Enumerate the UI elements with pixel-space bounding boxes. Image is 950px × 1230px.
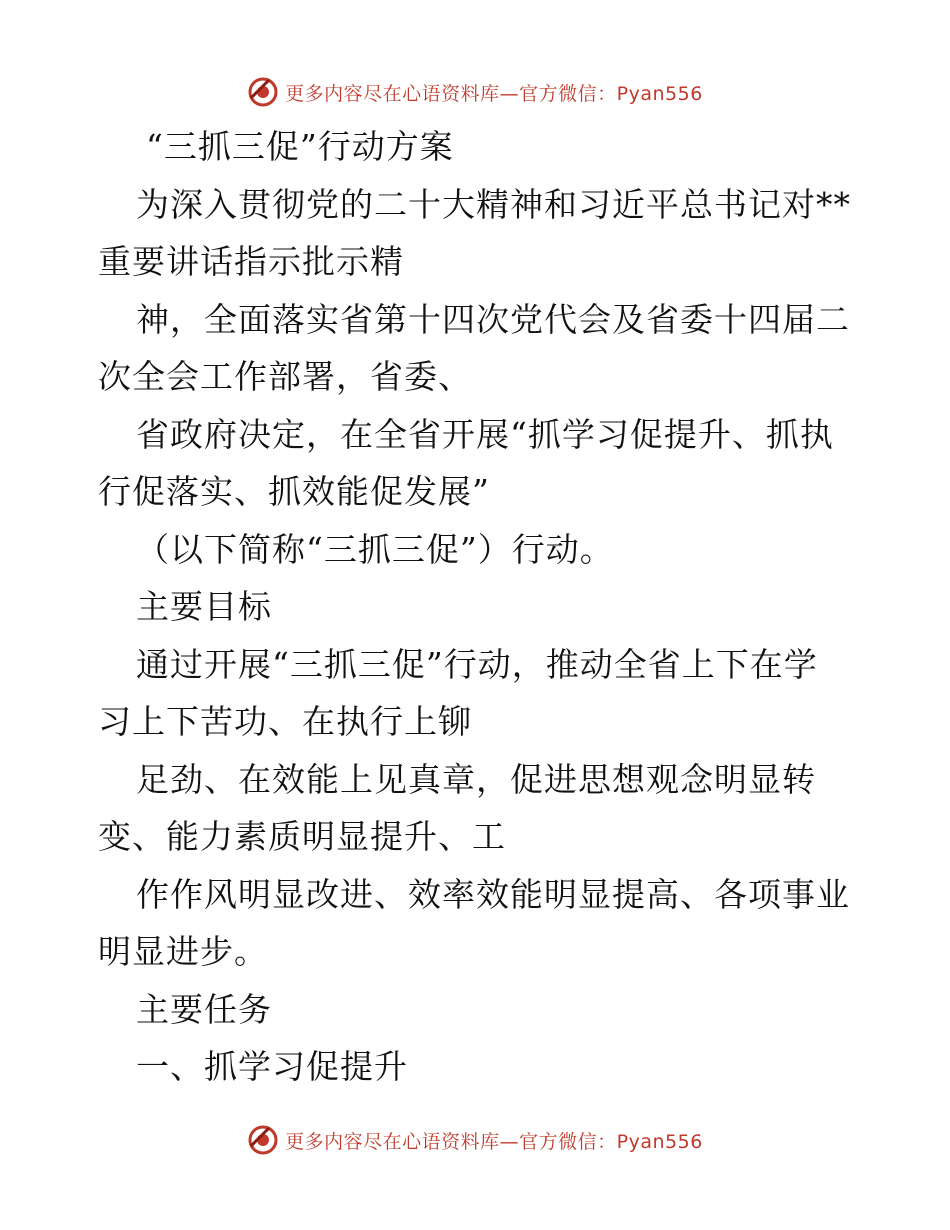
paragraph-line: 省政府决定，在全省开展“抓学习促提升、抓执 — [136, 414, 834, 454]
paragraph-line: 习上下苦功、在执行上铆 — [98, 702, 472, 741]
paragraph-line: 通过开展“三抓三促”行动，推动全省上下在学 — [136, 644, 818, 684]
footer-banner-wechat: 官方微信：Pyan556 — [519, 1130, 703, 1153]
section-heading: 主要目标 — [136, 587, 272, 626]
paragraph-line: （以下简称“三抓三促”）行动。 — [136, 529, 614, 569]
paragraph-line: 足劲、在效能上见真章，促进思想观念明显转 — [136, 759, 816, 799]
paragraph-line: 作作风明显改进、效率效能明显提高、各项事业 — [136, 874, 850, 914]
paragraph-line: 行促落实、抓效能促发展” — [98, 472, 490, 511]
footer-banner-text — [285, 1127, 703, 1154]
red-circle-emblem-icon — [247, 76, 279, 108]
subsection-heading: 一、抓学习促提升 — [136, 1047, 408, 1086]
section-heading: 主要任务 — [136, 989, 272, 1029]
footer-banner — [0, 1120, 950, 1160]
footer-banner-title: 更多内容尽在心语资料库 — [285, 1130, 500, 1153]
paragraph-line: 变、能力素质明显提升、工 — [98, 817, 506, 856]
paragraph-line: 重要讲话指示批示精 — [98, 242, 404, 281]
header-banner-dash: — — [499, 82, 520, 105]
red-circle-emblem-icon — [247, 1124, 279, 1156]
header-banner-wechat: 官方微信：Pyan556 — [519, 82, 703, 105]
paragraph-line: 神，全面落实省第十四次党代会及省委十四届二 — [136, 299, 850, 339]
paragraph-line: 次全会工作部署，省委、 — [98, 357, 472, 396]
paragraph-line: 明显进步。 — [98, 932, 268, 971]
document-body — [98, 118, 858, 1096]
footer-banner-dash: — — [499, 1130, 520, 1153]
paragraph-line: 为深入贯彻党的二十大精神和习近平总书记对** — [136, 184, 851, 224]
header-banner — [0, 72, 950, 112]
document-title: “三抓三促”行动方案 — [146, 127, 454, 166]
header-banner-text — [285, 79, 703, 106]
header-banner-title: 更多内容尽在心语资料库 — [285, 82, 500, 105]
